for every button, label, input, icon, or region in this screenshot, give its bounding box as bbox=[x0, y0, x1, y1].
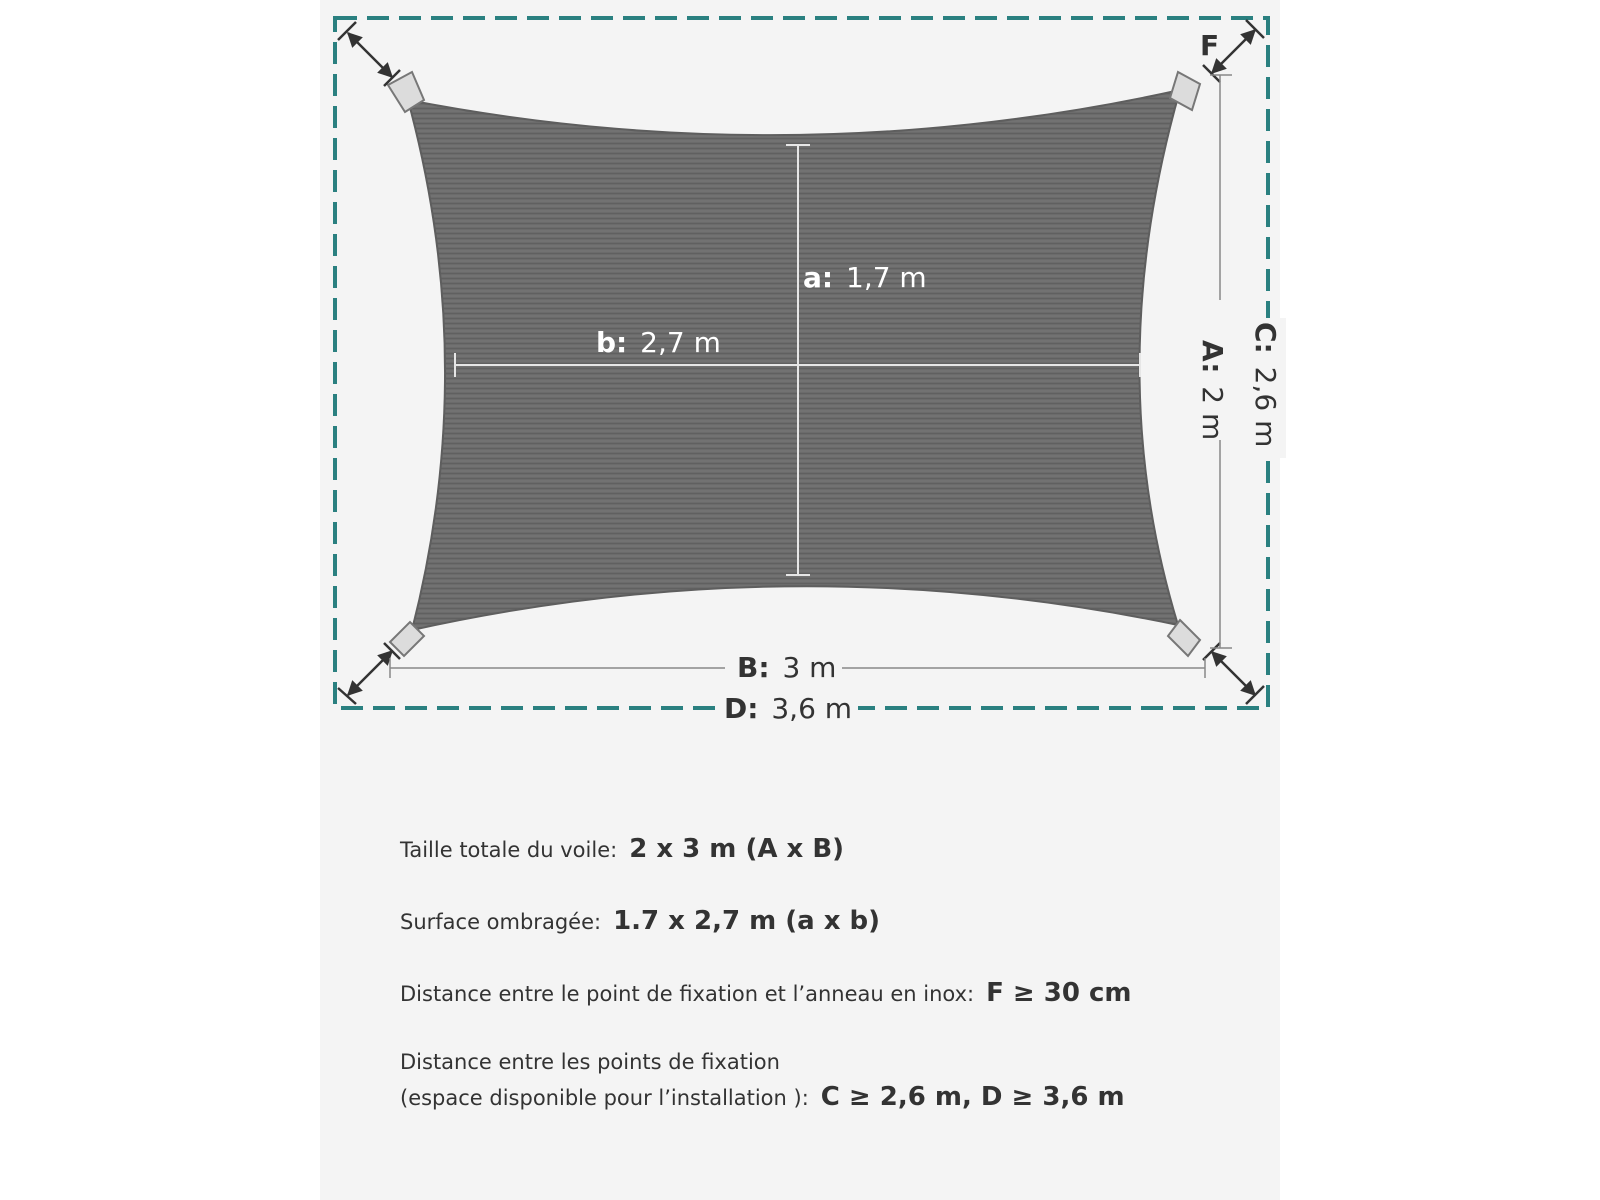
spec-fixing-points-label-1: Distance entre les points de fixation bbox=[400, 1050, 780, 1074]
label-F: F bbox=[1200, 29, 1220, 62]
spec-ring-distance bbox=[400, 978, 1132, 1008]
shade-sail bbox=[408, 90, 1180, 630]
label-B: B: 3 m bbox=[737, 651, 837, 684]
spec-shade-area bbox=[400, 906, 880, 936]
spec-ring-distance-value: F ≥ 30 cm bbox=[986, 978, 1132, 1008]
spec-shade-area-value: 1.7 x 2,7 m (a x b) bbox=[613, 906, 881, 936]
label-C: C: 2,6 m bbox=[1249, 322, 1282, 448]
spec-fixing-points-value: C ≥ 2,6 m, D ≥ 3,6 m bbox=[820, 1082, 1125, 1112]
label-a: a: 1,7 m bbox=[803, 261, 927, 294]
spec-shade-area-label: Surface ombragée: bbox=[400, 910, 602, 934]
spec-fixing-points bbox=[400, 1050, 1125, 1112]
spec-total-size-label: Taille totale du voile: bbox=[400, 838, 618, 862]
label-D: D: 3,6 m bbox=[724, 692, 853, 725]
spec-fixing-points-label-2: (espace disponible pour l’installation ): bbox=[400, 1086, 809, 1110]
spec-ring-distance-label: Distance entre le point de fixation et l’anneau en inox: bbox=[400, 982, 975, 1006]
label-A: A: 2 m bbox=[1196, 340, 1229, 441]
spec-total-size bbox=[400, 834, 844, 864]
corner-ring-bottom-right bbox=[1168, 620, 1200, 656]
spec-total-size-value: 2 x 3 m (A x B) bbox=[629, 834, 845, 864]
label-b: b: 2,7 m bbox=[596, 326, 721, 359]
